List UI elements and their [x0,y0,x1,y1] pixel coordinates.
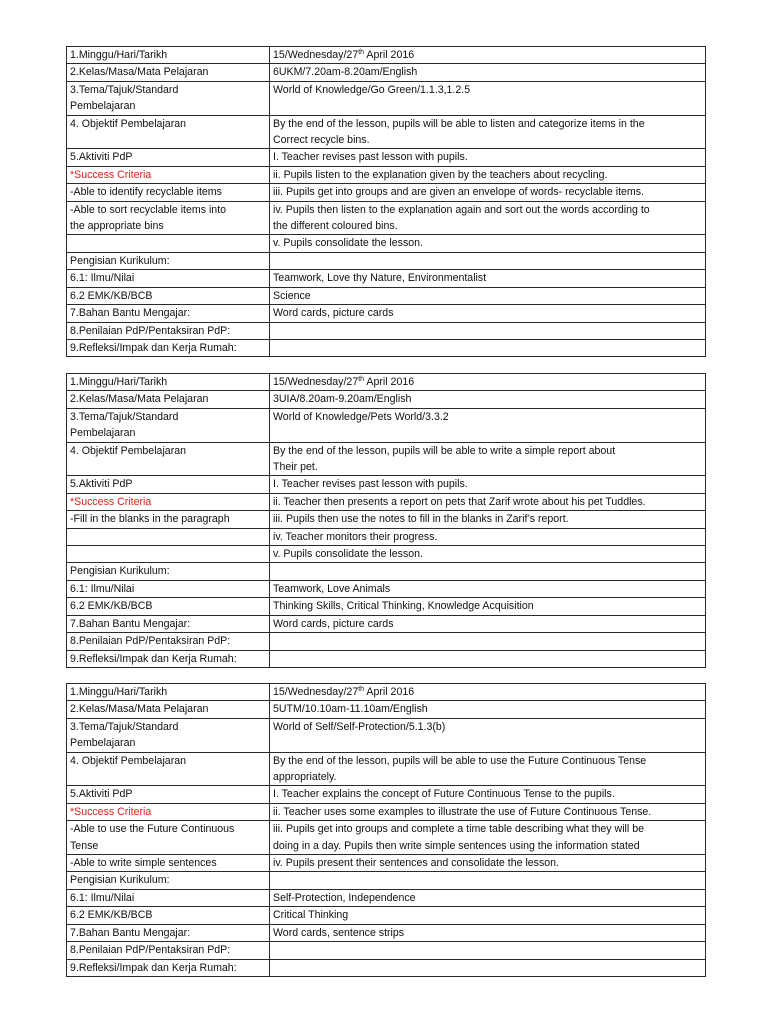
assessment-label: 8.Penilaian PdP/Pentaksiran PdP: [67,633,270,650]
learning-objective-label: 4. Objektif Pembelajaran [67,115,270,149]
activity-step: iv. Pupils present their sentences and consolidate the lesson. [270,855,706,872]
learning-objective-value: By the end of the lesson, pupils will be able to use the Future Continuous Tense appropriately. [270,752,706,786]
table-row [67,786,706,803]
table-row [67,924,706,941]
table-row [67,821,706,855]
curriculum-content-label: Pengisian Kurikulum: [67,563,270,580]
assessment-value [270,322,706,339]
table-row [67,907,706,924]
table-row [67,855,706,872]
class-time-subject-label: 2.Kelas/Masa/Mata Pelajaran [67,701,270,718]
table-row [67,235,706,252]
table-row [67,752,706,786]
class-time-subject-value: 5UTM/10.10am-11.10am/English [270,701,706,718]
table-row [67,322,706,339]
teaching-aids-label: 7.Bahan Bantu Mengajar: [67,924,270,941]
knowledge-values-label: 6.1: Ilmu/Nilai [67,580,270,597]
activity-step: iv. Pupils then listen to the explanation again and sort out the words according to the different coloured bins. [270,201,706,235]
success-criterion [67,235,270,252]
table-row [67,718,706,752]
table-row [67,598,706,615]
table-row [67,408,706,442]
table-row [67,81,706,115]
table-row [67,391,706,408]
success-criterion: -Able to write simple sentences [67,855,270,872]
activities-label: 5.Aktiviti PdP [67,149,270,166]
knowledge-values-value: Teamwork, Love Animals [270,580,706,597]
table-row [67,374,706,391]
knowledge-values-value: Teamwork, Love thy Nature, Environmentalist [270,270,706,287]
table-row [67,511,706,528]
table-row [67,201,706,235]
curriculum-content-value [270,563,706,580]
table-row [67,476,706,493]
knowledge-values-label: 6.1: Ilmu/Nilai [67,270,270,287]
teaching-aids-value: Word cards, picture cards [270,305,706,322]
table-row [67,149,706,166]
table-row [67,701,706,718]
week-day-date-value: 15/Wednesday/27th April 2016 [270,47,706,64]
knowledge-values-label: 6.1: Ilmu/Nilai [67,889,270,906]
success-criteria-label: *Success Criteria [67,166,270,183]
knowledge-values-value: Self-Protection, Independence [270,889,706,906]
activity-step: I. Teacher revises past lesson with pupils. [270,149,706,166]
emk-kb-bcb-value: Critical Thinking [270,907,706,924]
class-time-subject-value: 6UKM/7.20am-8.20am/English [270,64,706,81]
activity-step: ii. Teacher then presents a report on pets that Zarif wrote about his pet Tuddles. [270,493,706,510]
reflection-value [270,339,706,356]
teaching-aids-value: Word cards, picture cards [270,615,706,632]
success-criterion: -Able to identify recyclable items [67,184,270,201]
emk-kb-bcb-label: 6.2 EMK/KB/BCB [67,907,270,924]
assessment-label: 8.Penilaian PdP/Pentaksiran PdP: [67,942,270,959]
table-row [67,493,706,510]
emk-kb-bcb-label: 6.2 EMK/KB/BCB [67,287,270,304]
table-row [67,684,706,701]
table-row [67,615,706,632]
table-row [67,339,706,356]
table-row [67,650,706,667]
activity-step: iii. Pupils then use the notes to fill in the blanks in Zarif’s report. [270,511,706,528]
emk-kb-bcb-value: Science [270,287,706,304]
activity-step: iii. Pupils get into groups and complete a time table describing what they will be doing in a day. Pupils then write simple sentences using the information stated [270,821,706,855]
learning-objective-label: 4. Objektif Pembelajaran [67,752,270,786]
curriculum-content-label: Pengisian Kurikulum: [67,252,270,269]
table-row [67,64,706,81]
table-row [67,633,706,650]
lesson-plan-1 [66,46,706,357]
assessment-label: 8.Penilaian PdP/Pentaksiran PdP: [67,322,270,339]
success-criteria-label: *Success Criteria [67,803,270,820]
activities-label: 5.Aktiviti PdP [67,786,270,803]
table-row [67,270,706,287]
teaching-aids-label: 7.Bahan Bantu Mengajar: [67,615,270,632]
activity-step: ii. Pupils listen to the explanation given by the teachers about recycling. [270,166,706,183]
activity-step: iv. Teacher monitors their progress. [270,528,706,545]
curriculum-content-value [270,872,706,889]
table-row [67,166,706,183]
week-day-date-label: 1.Minggu/Hari/Tarikh [67,374,270,391]
learning-objective-value: By the end of the lesson, pupils will be able to listen and categorize items in the Correct recycle bins. [270,115,706,149]
activity-step: I. Teacher explains the concept of Future Continuous Tense to the pupils. [270,786,706,803]
activity-step: v. Pupils consolidate the lesson. [270,546,706,563]
activity-step: v. Pupils consolidate the lesson. [270,235,706,252]
table-row [67,959,706,976]
reflection-value [270,959,706,976]
learning-objective-label: 4. Objektif Pembelajaran [67,442,270,476]
success-criterion [67,528,270,545]
lesson-plan-2 [66,373,706,668]
week-day-date-value: 15/Wednesday/27th April 2016 [270,374,706,391]
theme-topic-standard-value: World of Self/Self-Protection/5.1.3(b) [270,718,706,752]
assessment-value [270,942,706,959]
table-row [67,184,706,201]
class-time-subject-value: 3UIA/8.20am-9.20am/English [270,391,706,408]
table-row [67,305,706,322]
emk-kb-bcb-value: Thinking Skills, Critical Thinking, Knowledge Acquisition [270,598,706,615]
table-row [67,580,706,597]
table-row [67,252,706,269]
week-day-date-value: 15/Wednesday/27th April 2016 [270,684,706,701]
success-criterion: -Able to sort recyclable items into the appropriate bins [67,201,270,235]
reflection-label: 9.Refleksi/Impak dan Kerja Rumah: [67,339,270,356]
lesson-plan-3 [66,683,706,977]
table-row [67,442,706,476]
table-row [67,546,706,563]
learning-objective-value: By the end of the lesson, pupils will be able to write a simple report about Their pet. [270,442,706,476]
success-criterion: -Fill in the blanks in the paragraph [67,511,270,528]
curriculum-content-label: Pengisian Kurikulum: [67,872,270,889]
teaching-aids-value: Word cards, sentence strips [270,924,706,941]
table-row [67,47,706,64]
activity-step: I. Teacher revises past lesson with pupils. [270,476,706,493]
table-row [67,115,706,149]
success-criterion: -Able to use the Future Continuous Tense [67,821,270,855]
emk-kb-bcb-label: 6.2 EMK/KB/BCB [67,598,270,615]
theme-topic-standard-label: 3.Tema/Tajuk/Standard Pembelajaran [67,408,270,442]
table-row [67,889,706,906]
class-time-subject-label: 2.Kelas/Masa/Mata Pelajaran [67,391,270,408]
activity-step: ii. Teacher uses some examples to illustrate the use of Future Continuous Tense. [270,803,706,820]
table-row [67,942,706,959]
activity-step: iii. Pupils get into groups and are given an envelope of words- recyclable items. [270,184,706,201]
table-row [67,803,706,820]
theme-topic-standard-value: World of Knowledge/Go Green/1.1.3,1.2.5 [270,81,706,115]
curriculum-content-value [270,252,706,269]
table-row [67,287,706,304]
table-row [67,563,706,580]
reflection-label: 9.Refleksi/Impak dan Kerja Rumah: [67,959,270,976]
reflection-label: 9.Refleksi/Impak dan Kerja Rumah: [67,650,270,667]
table-row [67,872,706,889]
theme-topic-standard-label: 3.Tema/Tajuk/Standard Pembelajaran [67,718,270,752]
activities-label: 5.Aktiviti PdP [67,476,270,493]
theme-topic-standard-value: World of Knowledge/Pets World/3.3.2 [270,408,706,442]
success-criterion [67,546,270,563]
class-time-subject-label: 2.Kelas/Masa/Mata Pelajaran [67,64,270,81]
assessment-value [270,633,706,650]
table-row [67,528,706,545]
reflection-value [270,650,706,667]
success-criteria-label: *Success Criteria [67,493,270,510]
week-day-date-label: 1.Minggu/Hari/Tarikh [67,47,270,64]
week-day-date-label: 1.Minggu/Hari/Tarikh [67,684,270,701]
theme-topic-standard-label: 3.Tema/Tajuk/Standard Pembelajaran [67,81,270,115]
teaching-aids-label: 7.Bahan Bantu Mengajar: [67,305,270,322]
